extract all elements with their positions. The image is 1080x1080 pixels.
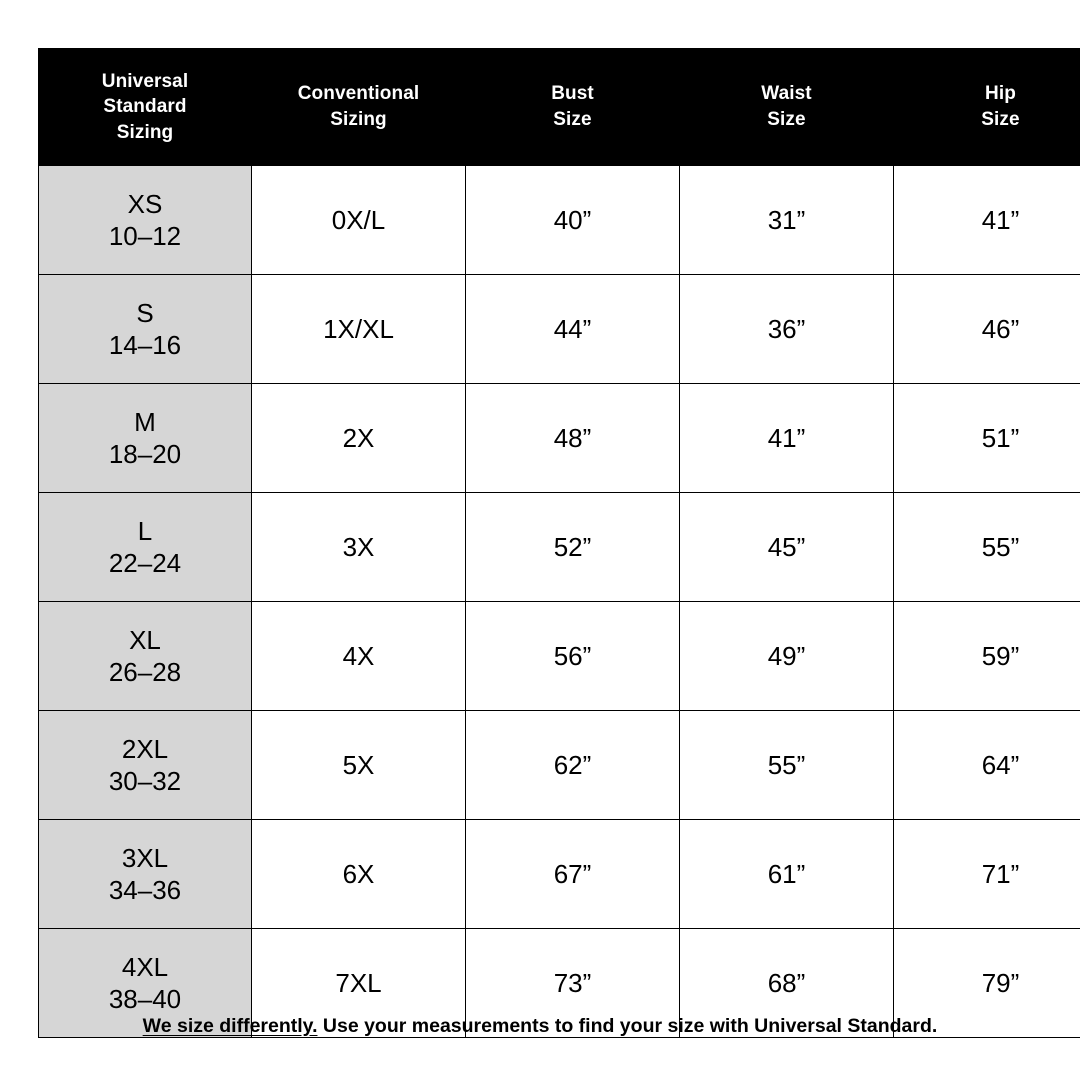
- cell-bust-size: 56”: [466, 602, 680, 711]
- cell-bust-size: 48”: [466, 384, 680, 493]
- cell-bust-size: 67”: [466, 820, 680, 929]
- cell-universal-standard-size: [39, 602, 252, 711]
- cell-waist-size: 49”: [680, 602, 894, 711]
- us-size-range: 22–24: [108, 548, 182, 578]
- us-size-range: 10–12: [108, 221, 182, 251]
- cell-conventional-size: 4X: [252, 602, 466, 711]
- us-size-range: 18–20: [108, 439, 182, 469]
- cell-universal-standard-size: [39, 820, 252, 929]
- column-header-line: Waist: [761, 83, 812, 105]
- us-size-label: 2XL: [121, 733, 169, 764]
- us-size-label: XL: [129, 624, 161, 655]
- cell-waist-size: 41”: [680, 384, 894, 493]
- column-header-hip-size: [894, 49, 1080, 166]
- cell-universal-standard-size: [39, 384, 252, 493]
- us-size-label: M: [134, 406, 156, 437]
- us-size-label: XS: [127, 188, 163, 219]
- column-header-line: Size: [553, 109, 592, 130]
- cell-universal-standard-size: [39, 166, 252, 275]
- table-header: [39, 49, 1080, 166]
- column-header-line: Sizing: [116, 121, 174, 143]
- us-size-label: L: [137, 515, 153, 546]
- table-body: [39, 166, 1080, 1038]
- table-row: [39, 166, 1080, 275]
- column-header-conventional-sizing: [252, 49, 466, 166]
- cell-waist-size: 61”: [680, 820, 894, 929]
- column-header-waist-size: [680, 49, 894, 166]
- column-header-line: Hip: [985, 83, 1016, 105]
- cell-bust-size: 40”: [466, 166, 680, 275]
- table-row: [39, 493, 1080, 602]
- cell-universal-standard-size: [39, 275, 252, 384]
- table-row: [39, 275, 1080, 384]
- cell-conventional-size: 7XL: [252, 929, 466, 1038]
- cell-conventional-size: 1X/XL: [252, 275, 466, 384]
- column-header-line: Bust: [551, 83, 594, 105]
- column-header-line: Universal: [101, 70, 189, 92]
- cell-conventional-size: 6X: [252, 820, 466, 929]
- us-size-range: 34–36: [108, 875, 182, 905]
- table-row: [39, 384, 1080, 493]
- cell-hip-size: 59”: [894, 602, 1080, 711]
- us-size-label: 3XL: [121, 842, 169, 873]
- column-header-universal-standard-sizing: [39, 49, 252, 166]
- cell-bust-size: 73”: [466, 929, 680, 1038]
- cell-conventional-size: 3X: [252, 493, 466, 602]
- cell-bust-size: 52”: [466, 493, 680, 602]
- cell-hip-size: 79”: [894, 929, 1080, 1038]
- column-header-line: Size: [767, 109, 806, 130]
- us-size-range: 26–28: [108, 657, 182, 687]
- size-chart-table: [38, 48, 1080, 1038]
- us-size-range: 38–40: [108, 984, 182, 1014]
- cell-hip-size: 41”: [894, 166, 1080, 275]
- us-size-range: 30–32: [108, 766, 182, 796]
- cell-waist-size: 68”: [680, 929, 894, 1038]
- column-header-bust-size: [466, 49, 680, 166]
- cell-waist-size: 31”: [680, 166, 894, 275]
- column-header-line: Size: [981, 109, 1020, 130]
- cell-bust-size: 44”: [466, 275, 680, 384]
- table-header-row: [39, 49, 1080, 166]
- cell-hip-size: 46”: [894, 275, 1080, 384]
- cell-conventional-size: 0X/L: [252, 166, 466, 275]
- cell-hip-size: 51”: [894, 384, 1080, 493]
- cell-hip-size: 64”: [894, 711, 1080, 820]
- footnote-lead: We size differently.: [142, 1014, 318, 1037]
- column-header-line: Sizing: [330, 109, 387, 130]
- cell-universal-standard-size: [39, 711, 252, 820]
- cell-waist-size: 55”: [680, 711, 894, 820]
- cell-conventional-size: 5X: [252, 711, 466, 820]
- column-header-line: Conventional: [297, 83, 420, 105]
- footnote-rest: Use your measurements to find your size with Universal Standard.: [317, 1014, 938, 1037]
- cell-hip-size: 55”: [894, 493, 1080, 602]
- us-size-label: 4XL: [121, 951, 169, 982]
- cell-universal-standard-size: [39, 493, 252, 602]
- column-header-line: Standard: [103, 96, 187, 118]
- us-size-range: 14–16: [108, 330, 182, 360]
- cell-conventional-size: 2X: [252, 384, 466, 493]
- footnote: [38, 1013, 1042, 1040]
- table-row: [39, 820, 1080, 929]
- table-row: [39, 711, 1080, 820]
- cell-bust-size: 62”: [466, 711, 680, 820]
- us-size-label: S: [136, 297, 154, 328]
- cell-waist-size: 36”: [680, 275, 894, 384]
- table-row: [39, 602, 1080, 711]
- cell-hip-size: 71”: [894, 820, 1080, 929]
- cell-waist-size: 45”: [680, 493, 894, 602]
